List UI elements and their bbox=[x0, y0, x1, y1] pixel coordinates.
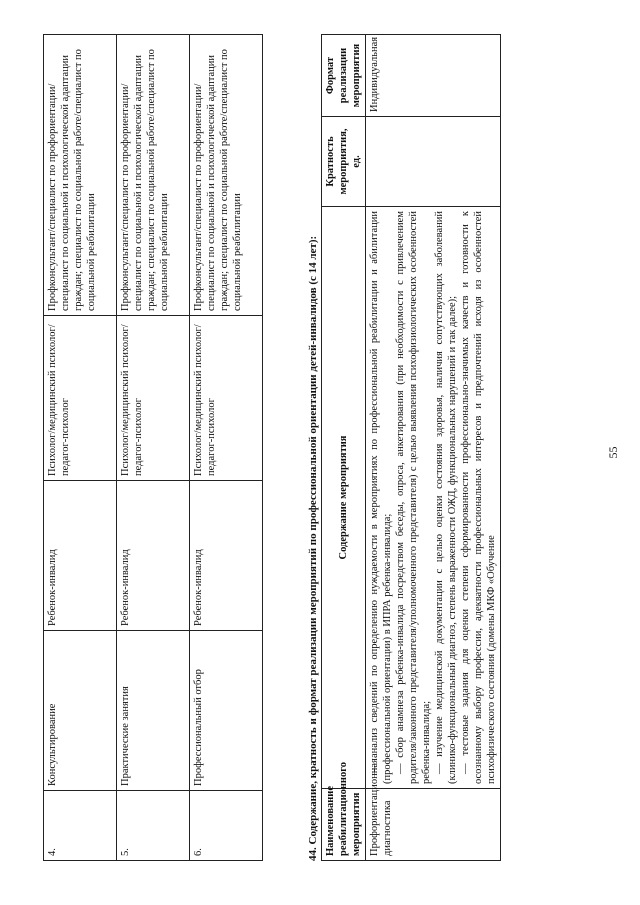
header-format: Формат реализации мероприятия bbox=[322, 35, 366, 117]
content-item: — тестовые задания для оценки степени сформированности профессионально-значимых качеств и готовности к осознанному выбору профессии, адекватности профессиональных интересов и предпочтений исходя из особенностей психофизического состояния (домены МКФ «Обучение bbox=[460, 211, 497, 784]
table-row bbox=[366, 35, 501, 861]
measure-frequency bbox=[366, 117, 501, 207]
orientation-table bbox=[321, 34, 501, 861]
measure-content bbox=[366, 207, 501, 789]
activity-name: Консультирование bbox=[44, 631, 117, 791]
table-row bbox=[117, 35, 190, 861]
header-content: Содержание мероприятия bbox=[322, 207, 366, 789]
table-row bbox=[44, 35, 117, 861]
row-number: 6. bbox=[190, 791, 263, 861]
activity-name: Профессиональный отбор bbox=[190, 631, 263, 791]
header-name: Наименование реабилитационного мероприятия bbox=[322, 789, 366, 861]
page-number: 55 bbox=[606, 446, 620, 459]
measure-format: Индивидуальная bbox=[366, 35, 501, 117]
content-item: — сбор анамнеза ребенка-инвалида посредством беседы, опроса, анкетирования (при необходимости с привлечением родителя/законного представителя/уполномоченного представителя) с целью выявления психофизиологических особенностей ребенка-инвалида; bbox=[395, 211, 432, 784]
activity-name: Практические занятия bbox=[117, 631, 190, 791]
target-group: Ребенок-инвалид bbox=[117, 481, 190, 631]
specialist: Профконсультант/специалист по профориентации/специалист по социальной и психологической адаптации граждан; специалист по социальной работе/специалист по социальной реабилитации bbox=[190, 35, 263, 316]
row-number: 4. bbox=[44, 791, 117, 861]
row-number: 5. bbox=[117, 791, 190, 861]
performer: Психолог/медицинский психолог/педагог-психолог bbox=[117, 316, 190, 481]
target-group: Ребенок-инвалид bbox=[190, 481, 263, 631]
target-group: Ребенок-инвалид bbox=[44, 481, 117, 631]
measure-name: Профориентационная диагностика bbox=[366, 789, 501, 861]
performer: Психолог/медицинский психолог/педагог-психолог bbox=[190, 316, 263, 481]
performer: Психолог/медицинский психолог/педагог-психолог bbox=[44, 316, 117, 481]
table-row bbox=[190, 35, 263, 861]
specialist: Профконсультант/специалист по профориентации/специалист по социальной и психологической адаптации граждан; специалист по социальной работе/специалист по социальной реабилитации bbox=[44, 35, 117, 316]
specialist: Профконсультант/специалист по профориентации/специалист по социальной и психологической адаптации граждан; специалист по социальной работе/специалист по социальной реабилитации bbox=[117, 35, 190, 316]
content-item: — анализ сведений по определению нуждаемости в мероприятиях по профессиональной реабилитации и абилитации (профессиональной ориентации) в ИПРА ребенка-инвалида; bbox=[369, 211, 393, 784]
activities-table bbox=[43, 34, 263, 861]
section-title: 44. Содержание, кратность и формат реализации мероприятий по профессиональной ориентации детей-инвалидов (с 14 лет): bbox=[307, 235, 319, 861]
header-frequency: Кратность мероприятия, ед. bbox=[322, 117, 366, 207]
content-item: — изучение медицинской документации с целью оценки состояния здоровья, наличия сопутствующих заболеваний (клинико-функциональный диагноз, степень выраженности ОЖД, функциональных нарушений и так далее); bbox=[434, 211, 458, 784]
